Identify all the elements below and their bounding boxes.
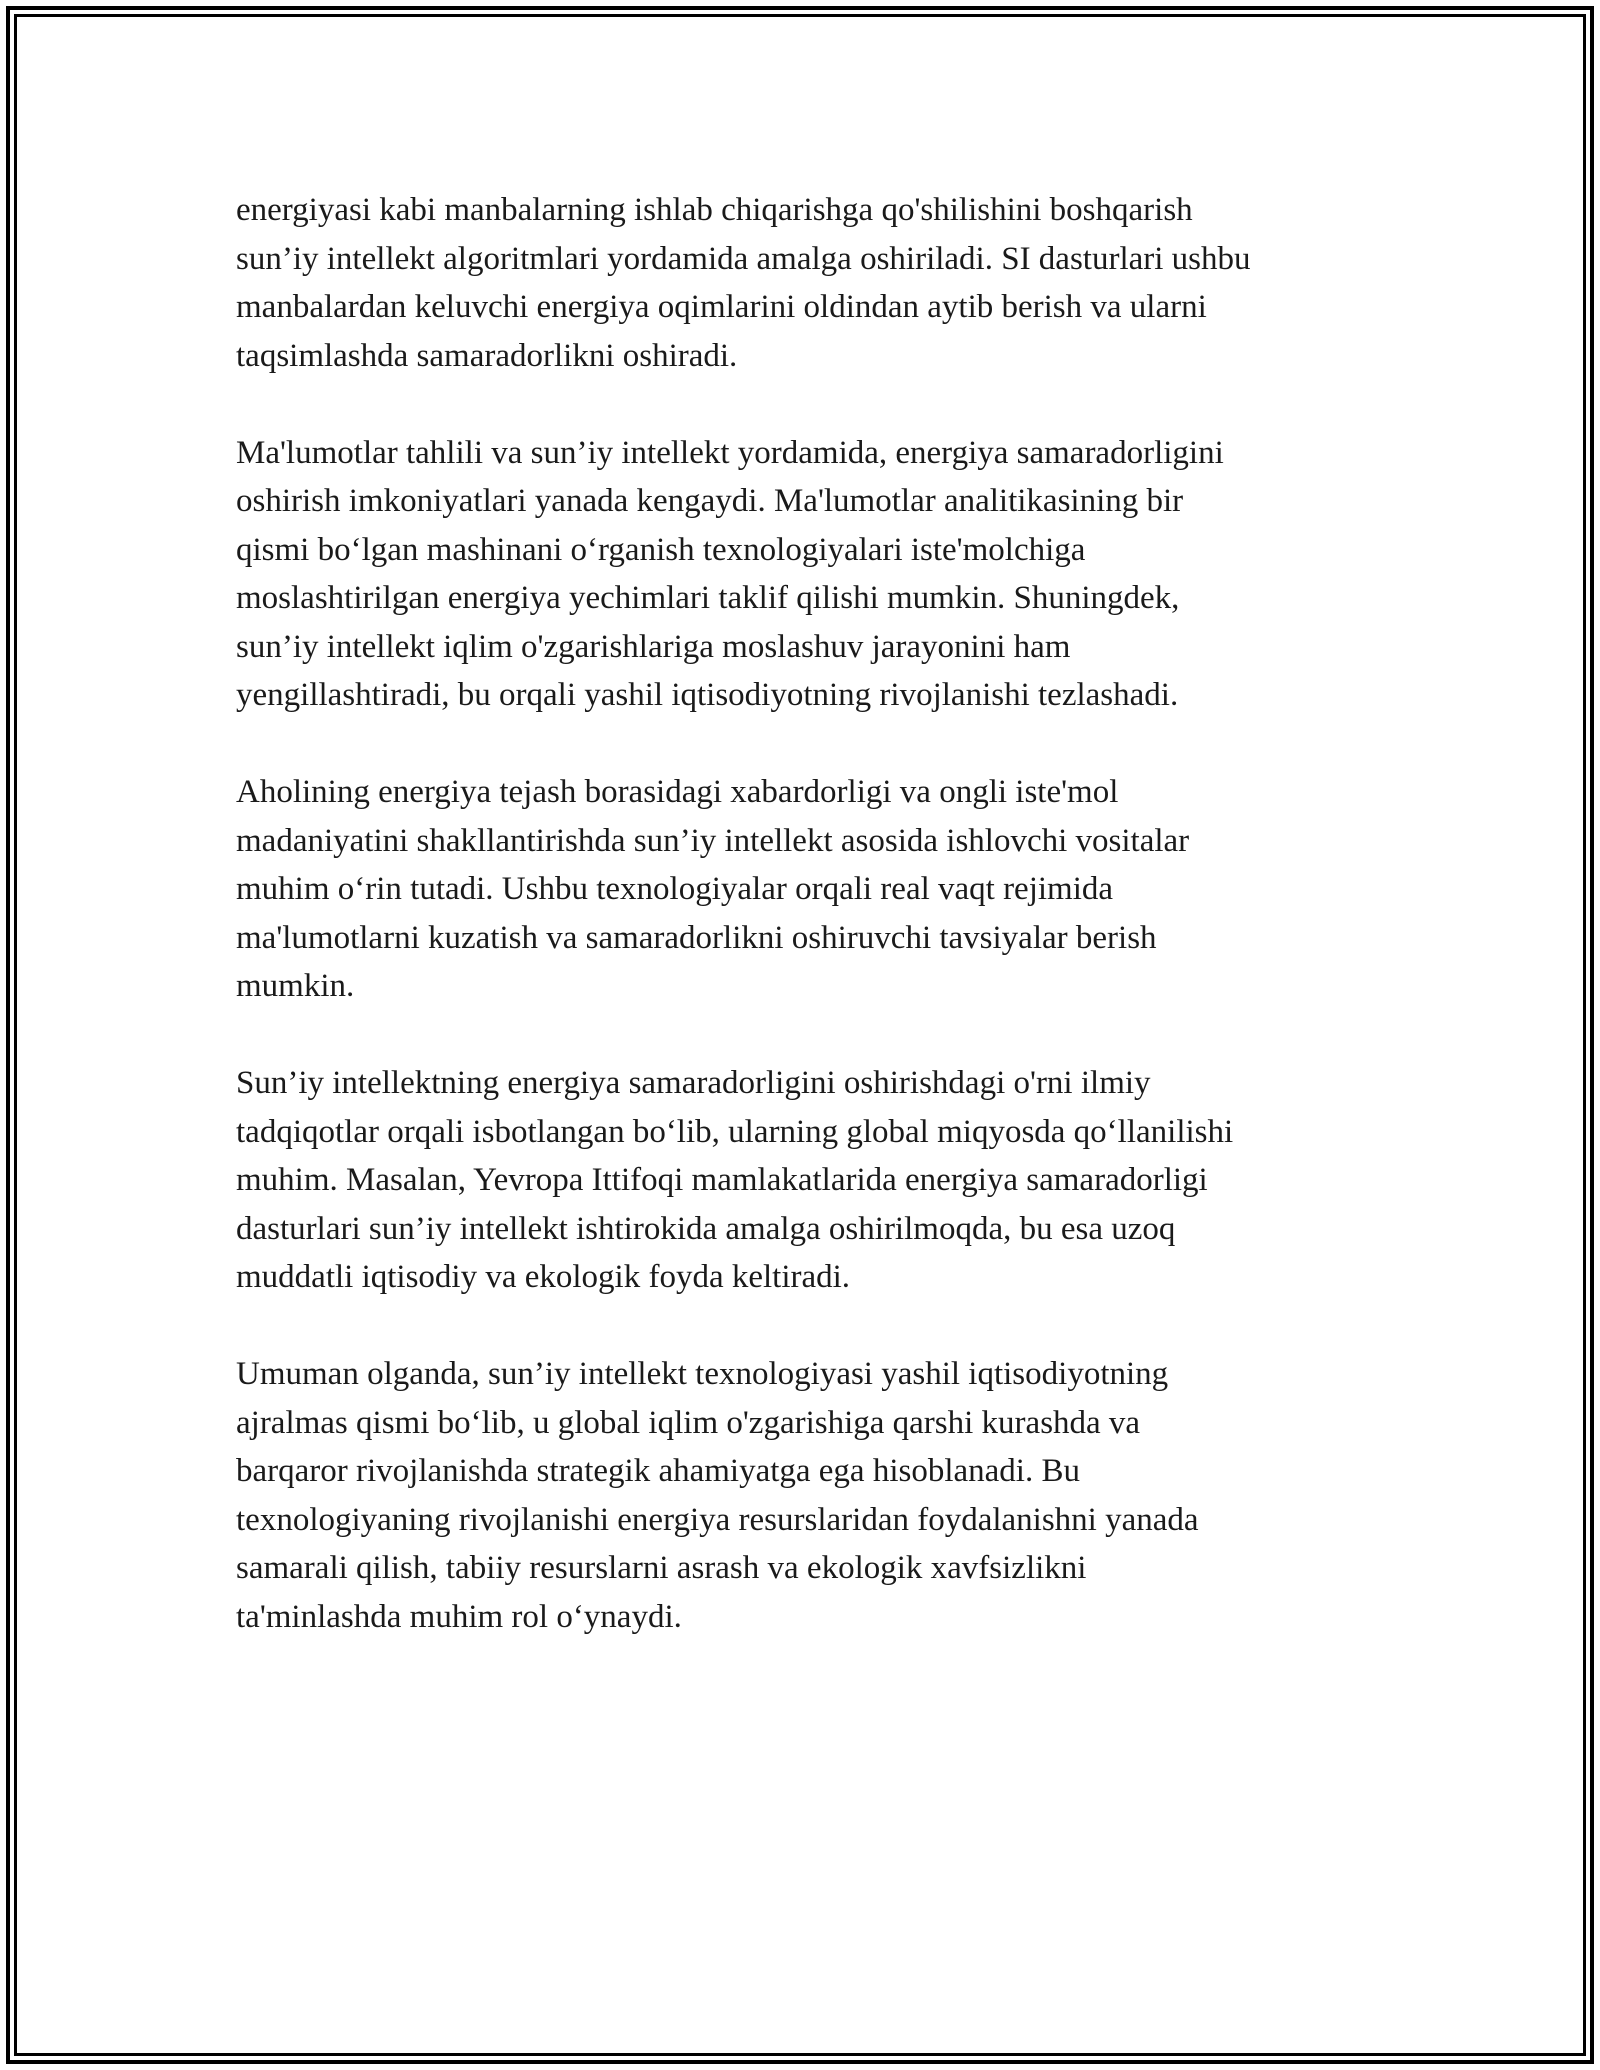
paragraph-1: energiyasi kabi manbalarning ishlab chiqarishga qo'shilishini boshqarish sun’iy intellekt algoritmlari yordamida amalga oshiriladi. SI dasturlari ushbu manbalardan keluvchi energiya oqimlarini oldindan aytib berish va ularni taqsimlashda samaradorlikni oshiradi. xyxy=(236,192,1251,374)
paragraph-4: Sun’iy intellektning energiya samaradorligini oshirishdagi o'rni ilmiy tadqiqotlar orqali isbotlangan bo‘lib, ularning global miqyosda qo‘llanilishi muhim. Masalan, Yevropa Ittifoqi mamlakatlarida energiya samaradorligi dasturlari sun’iy intellekt ishtirokida amalga oshirilmoqda, bu esa uzoq muddatli iqtisodiy va ekologik foyda keltiradi. xyxy=(236,1065,1234,1295)
paragraph-3: Aholining energiya tejash borasidagi xabardorligi va ongli iste'mol madaniyatini shakllantirishda sun’iy intellekt asosida ishlovchi vositalar muhim o‘rin tutadi. Ushbu texnologiyalar orqali real vaqt rejimida ma'lumotlarni kuzatish va samaradorlikni oshiruvchi tavsiyalar berish mumkin. xyxy=(236,774,1190,1004)
document-body xyxy=(236,186,1386,1641)
paragraph-2: Ma'lumotlar tahlili va sun’iy intellekt yordamida, energiya samaradorligini oshirish imkoniyatlari yanada kengaydi. Ma'lumotlar analitikasining bir qismi bo‘lgan mashinani o‘rganish texnologiyalari iste'molchiga moslashtirilgan energiya yechimlari taklif qilishi mumkin. Shuningdek, sun’iy intellekt iqlim o'zgarishlariga moslashuv jarayonini ham yengillashtiradi, bu orqali yashil iqtisodiyotning rivojlanishi tezlashadi. xyxy=(236,434,1224,713)
paragraph-5: Umuman olganda, sun’iy intellekt texnologiyasi yashil iqtisodiyotning ajralmas qismi bo‘lib, u global iqlim o'zgarishiga qarshi kurashda va barqaror rivojlanishda strategik ahamiyatga ega hisoblanadi. Bu texnologiyaning rivojlanishi energiya resurslaridan foydalanishni yanada samarali qilish, tabiiy resurslarni asrash va ekologik xavfsizlikni ta'minlashda muhim rol o‘ynaydi. xyxy=(236,1356,1199,1635)
